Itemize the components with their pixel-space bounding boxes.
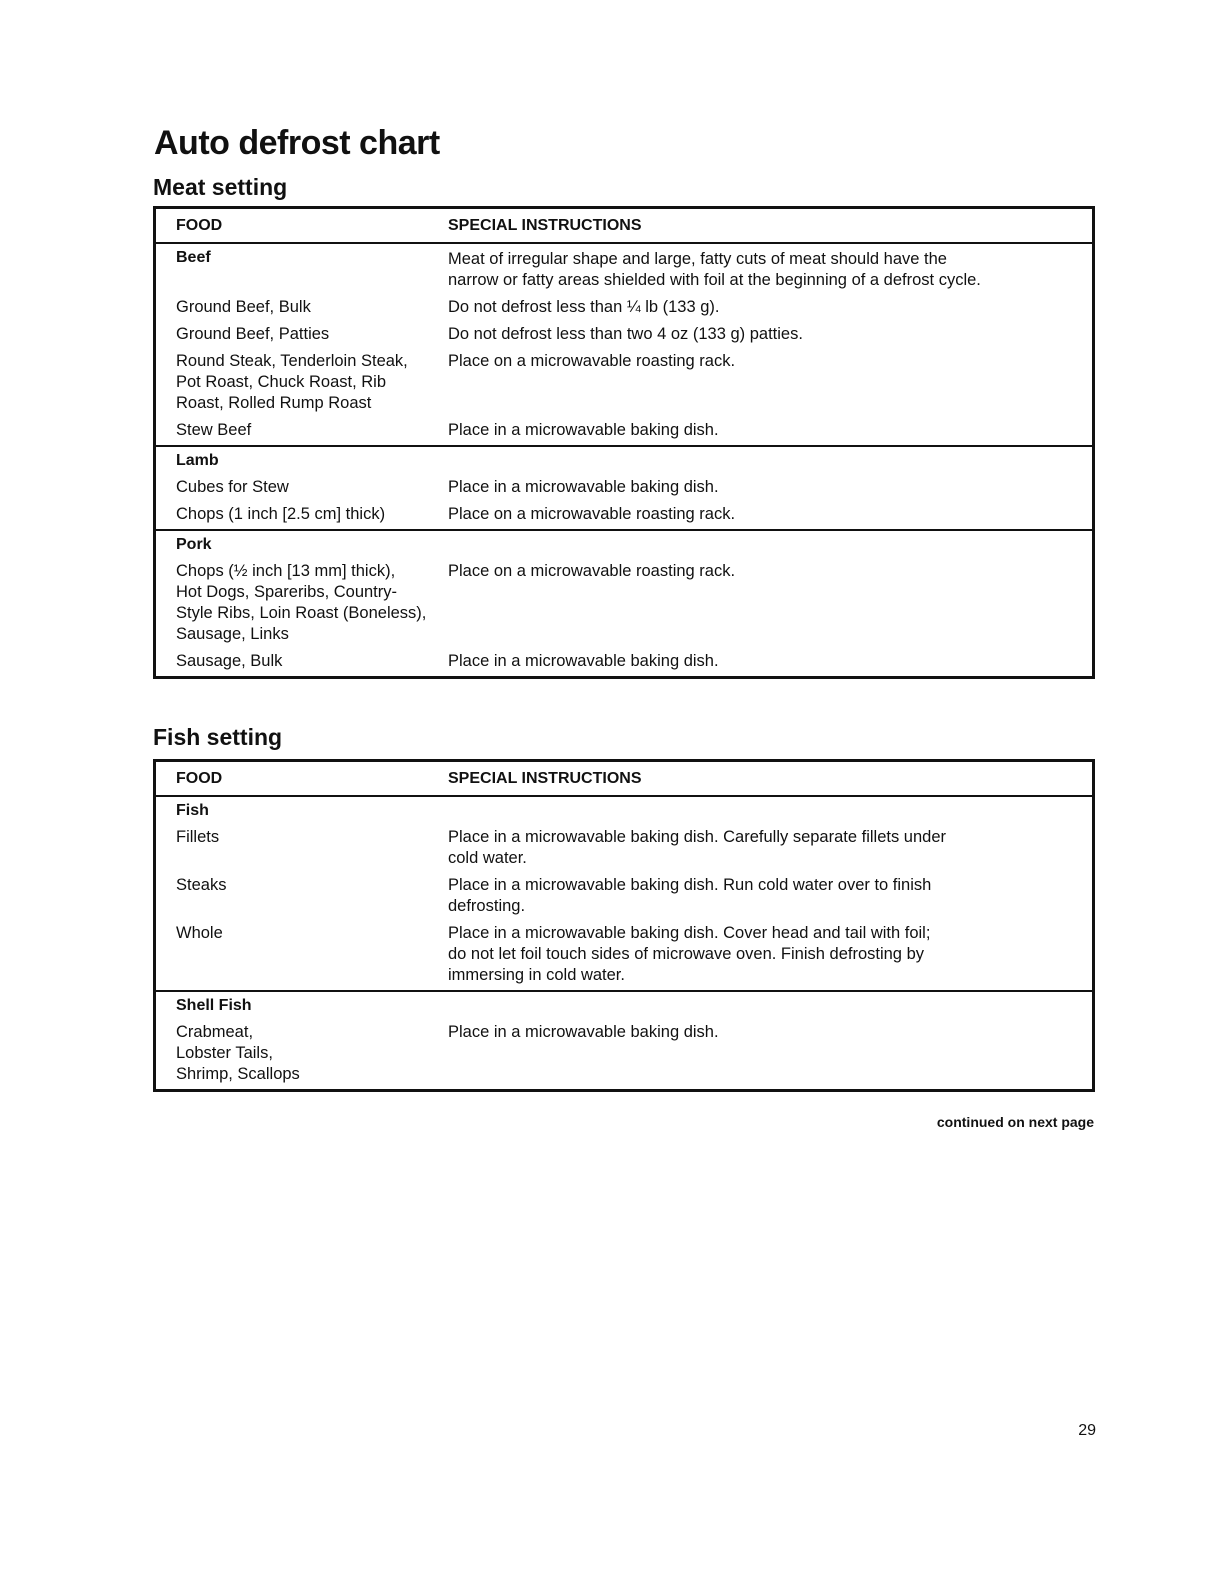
instructions-cell: Do not defrost less than ¼ lb (133 g). <box>448 298 720 316</box>
food-cell: Stew Beef <box>176 421 252 439</box>
instructions-cell: Place on a microwavable roasting rack. <box>448 505 736 523</box>
instructions-cell: Place in a microwavable baking dish. <box>448 421 719 439</box>
page-title: Auto defrost chart <box>154 124 440 162</box>
table-header <box>156 209 1092 244</box>
table-row <box>156 351 1092 414</box>
table-row <box>156 297 1092 318</box>
instructions-cell: Place on a microwavable roasting rack. <box>448 352 736 370</box>
table-row <box>156 1022 1092 1085</box>
food-column-header: FOOD <box>176 769 223 787</box>
group-name: Lamb <box>176 452 219 469</box>
group-beef <box>156 244 1092 447</box>
food-cell: Ground Beef, Patties <box>176 325 330 343</box>
table-row <box>156 827 1092 869</box>
instructions-cell: Place in a microwavable baking dish. Carefully separate fillets under cold water. <box>448 828 947 867</box>
food-cell <box>156 249 448 291</box>
food-cell: Whole <box>176 924 223 942</box>
page-number: 29 <box>1078 1422 1096 1439</box>
instructions-cell: Do not defrost less than two 4 oz (133 g) patties. <box>448 325 803 343</box>
table-header <box>156 762 1092 797</box>
meat-setting-table <box>153 206 1095 679</box>
continued-note: continued on next page <box>936 1114 1094 1130</box>
food-cell: Cubes for Stew <box>176 478 289 496</box>
instructions-cell: Meat of irregular shape and large, fatty cuts of meat should have the narrow or fatty areas shielded with foil at the beginning of a defrost cycle. <box>448 250 981 289</box>
group-pork <box>156 531 1092 676</box>
food-cell: Steaks <box>176 876 227 894</box>
table-row <box>156 504 1092 525</box>
fish-setting-title: Fish setting <box>153 724 283 750</box>
table-row <box>156 561 1092 645</box>
table-row <box>156 923 1092 986</box>
table-row <box>156 249 1092 291</box>
group-name: Pork <box>176 536 212 553</box>
food-column-header: FOOD <box>176 216 223 234</box>
group-name: Beef <box>176 249 211 266</box>
group-shell-fish <box>156 992 1092 1089</box>
instructions-cell: Place in a microwavable baking dish. <box>448 1023 719 1041</box>
table-row <box>156 420 1092 441</box>
instructions-cell: Place in a microwavable baking dish. Run cold water over to finish defrosting. <box>448 876 932 915</box>
instructions-column-header: SPECIAL INSTRUCTIONS <box>448 769 642 787</box>
instructions-cell: Place in a microwavable baking dish. <box>448 652 719 670</box>
food-cell: Round Steak, Tenderloin Steak, Pot Roast, Chuck Roast, Rib Roast, Rolled Rump Roast <box>176 352 408 412</box>
table-row <box>156 651 1092 672</box>
table-row <box>156 875 1092 917</box>
food-cell: Ground Beef, Bulk <box>176 298 311 316</box>
food-cell: Sausage, Bulk <box>176 652 283 670</box>
instructions-column-header: SPECIAL INSTRUCTIONS <box>448 216 642 234</box>
group-name: Shell Fish <box>176 997 252 1014</box>
food-cell: Crabmeat, Lobster Tails, Shrimp, Scallops <box>176 1023 300 1083</box>
table-row <box>156 477 1092 498</box>
food-cell: Chops (½ inch [13 mm] thick), Hot Dogs, Spareribs, Country- Style Ribs, Loin Roast (Boneless), Sausage, Links <box>176 562 427 643</box>
fish-setting-table <box>153 759 1095 1092</box>
group-fish <box>156 797 1092 992</box>
instructions-cell: Place in a microwavable baking dish. Cover head and tail with foil; do not let foil touch sides of microwave oven. Finish defrosting by immersing in cold water. <box>448 924 931 984</box>
food-cell: Fillets <box>176 828 220 846</box>
group-lamb <box>156 447 1092 531</box>
instructions-cell: Place in a microwavable baking dish. <box>448 478 719 496</box>
group-name: Fish <box>176 802 209 819</box>
food-cell: Chops (1 inch [2.5 cm] thick) <box>176 505 386 523</box>
instructions-cell: Place on a microwavable roasting rack. <box>448 562 736 580</box>
meat-setting-title: Meat setting <box>153 174 288 200</box>
table-row <box>156 324 1092 345</box>
